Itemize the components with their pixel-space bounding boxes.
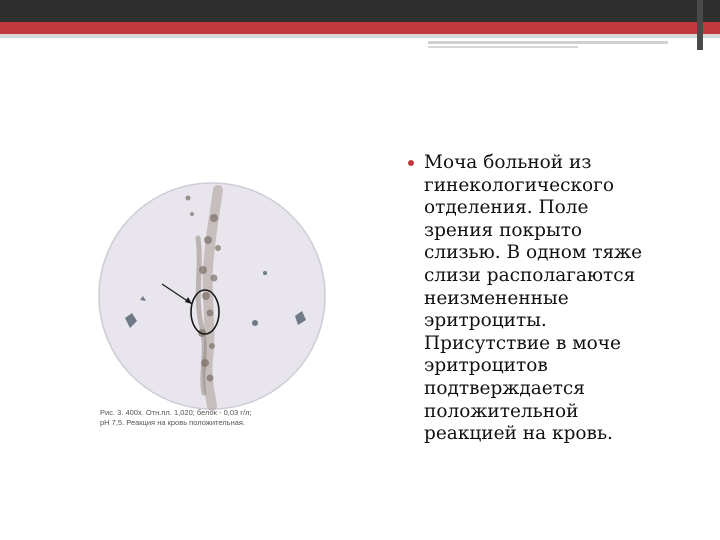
- header-grey-band: [0, 34, 720, 38]
- microscope-field-image: [90, 178, 330, 413]
- bullet-text: Моча больной из гинекологического отделения. Поле зрения покрыто слизью. В одном тяже слизи располагаются неизмененные эритроциты. Присутствие в моче эритроцитов подтверждается положительной реакцией на кровь.: [424, 152, 643, 445]
- figure-caption-line-2: pH 7,5. Реакция на кровь положительная.: [100, 418, 246, 427]
- header-divider-line: [428, 41, 668, 44]
- header-side-accent: [697, 0, 703, 50]
- bullet-marker: [408, 160, 414, 166]
- figure-caption-line-1: Рис. 3. 400х. Отн.пл. 1,020; белок - 0,03 г/л;: [100, 408, 252, 417]
- header-divider-line-short: [428, 46, 578, 48]
- figure-caption: [100, 408, 330, 428]
- header-dark-band: [0, 0, 720, 22]
- microscopy-figure: [90, 178, 330, 453]
- header-accent-band: [0, 22, 720, 34]
